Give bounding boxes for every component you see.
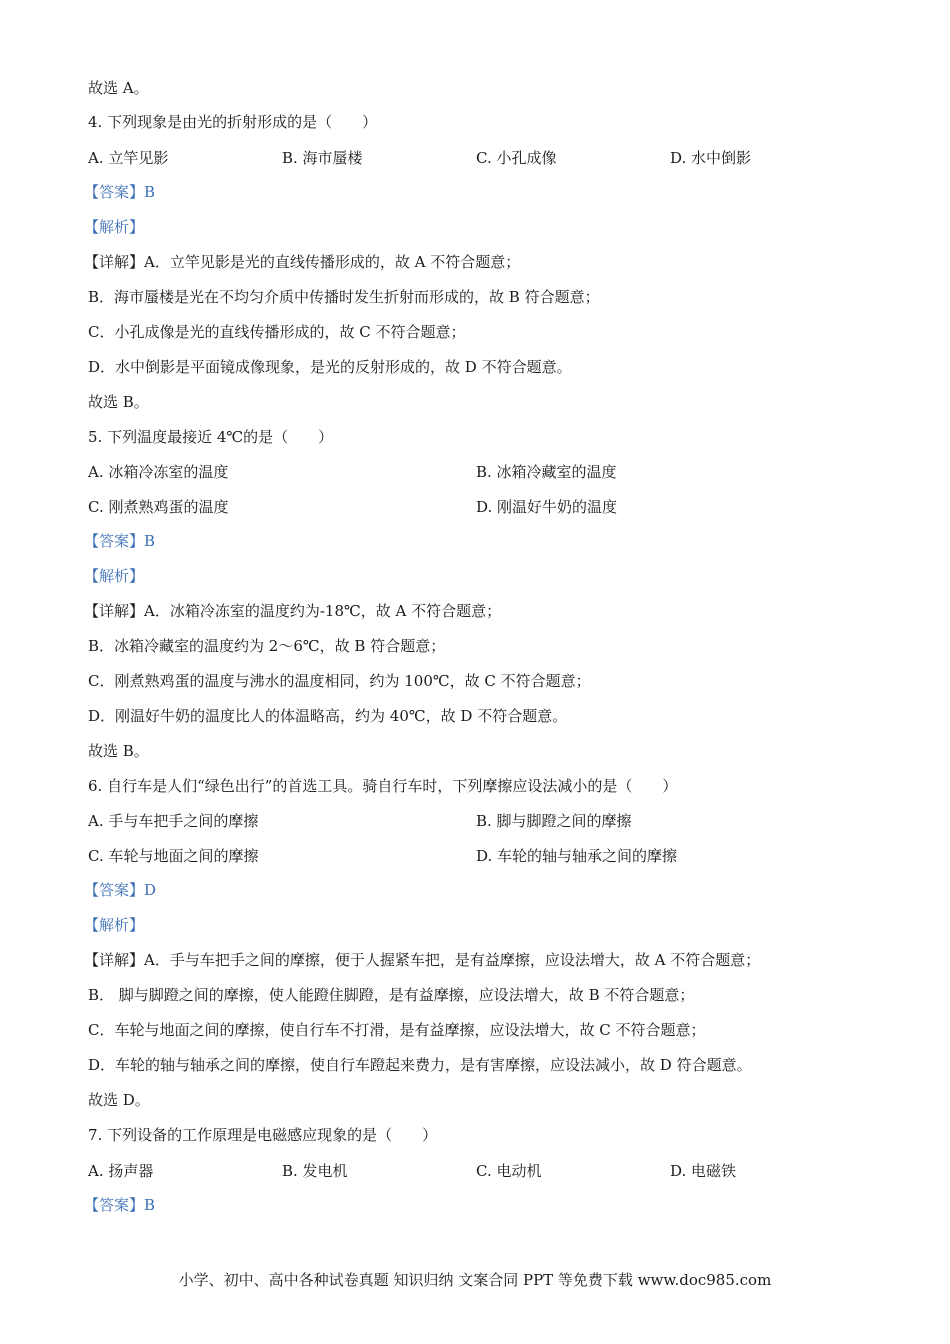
q6-option-d: D. 车轮的轴与轴承之间的摩擦 (476, 847, 678, 865)
explanation-line: D．车轮的轴与轴承之间的摩擦，使自行车蹬起来费力，是有害摩擦，应设法减小，故 D 符合题意。 (88, 1056, 752, 1074)
answer-label: 【答案】D (84, 881, 157, 899)
explanation-line: D．水中倒影是平面镜成像现象，是光的反射形成的，故 D 不符合题意。 (88, 358, 572, 376)
analysis-label: 【解析】 (84, 218, 145, 236)
explanation-line: 【详解】A．立竿见影是光的直线传播形成的，故 A 不符合题意； (84, 253, 521, 271)
explanation-line: C．车轮与地面之间的摩擦，使自行车不打滑，是有益摩擦，应设法增大，故 C 不符合题意； (88, 1021, 706, 1039)
q6-option-c: C. 车轮与地面之间的摩擦 (88, 847, 259, 865)
conclusion-line: 故选 B。 (88, 742, 149, 760)
explanation-line: D．刚温好牛奶的温度比人的体温略高，约为 40℃，故 D 不符合题意。 (88, 707, 568, 725)
q6-option-a: A. 手与车把手之间的摩擦 (88, 812, 259, 830)
q6-option-b: B. 脚与脚蹬之间的摩擦 (476, 812, 632, 830)
q5-option-a: A. 冰箱冷冻室的温度 (88, 463, 229, 481)
explanation-line: B．冰箱冷藏室的温度约为 2～6℃，故 B 符合题意； (88, 637, 446, 655)
answer-label: 【答案】B (84, 183, 156, 201)
conclusion-line: 故选 B。 (88, 393, 149, 411)
question-7: 7. 下列设备的工作原理是电磁感应现象的是（ ） (88, 1126, 438, 1144)
question-4: 4. 下列现象是由光的折射形成的是（ ） (88, 113, 378, 131)
q5-option-d: D. 刚温好牛奶的温度 (476, 498, 618, 516)
q4-option-a: A. 立竿见影 (88, 149, 169, 167)
analysis-label: 【解析】 (84, 916, 145, 934)
text-line: 故选 A。 (88, 79, 149, 97)
explanation-line: 【详解】A．冰箱冷冻室的温度约为-18℃，故 A 不符合题意； (84, 602, 502, 620)
q7-option-c: C. 电动机 (476, 1162, 542, 1180)
answer-label: 【答案】B (84, 1196, 156, 1214)
q7-option-a: A. 扬声器 (88, 1162, 154, 1180)
explanation-line: C．刚煮熟鸡蛋的温度与沸水的温度相同，约为 100℃，故 C 不符合题意； (88, 672, 591, 690)
answer-label: 【答案】B (84, 532, 156, 550)
question-5: 5. 下列温度最接近 4℃的是（ ） (88, 428, 334, 446)
page-footer: 小学、初中、高中各种试卷真题 知识归纳 文案合同 PPT 等免费下载 www.doc985.com (178, 1271, 772, 1289)
conclusion-line: 故选 D。 (88, 1091, 150, 1109)
analysis-label: 【解析】 (84, 567, 145, 585)
q5-option-b: B. 冰箱冷藏室的温度 (476, 463, 617, 481)
q4-option-c: C. 小孔成像 (476, 149, 557, 167)
q4-option-b: B. 海市蜃楼 (282, 149, 363, 167)
q7-option-d: D. 电磁铁 (670, 1162, 737, 1180)
explanation-line: B．海市蜃楼是光在不均匀介质中传播时发生折射而形成的，故 B 符合题意； (88, 288, 600, 306)
question-6: 6. 自行车是人们“绿色出行”的首选工具。骑自行车时，下列摩擦应设法减小的是（ ） (88, 777, 678, 795)
explanation-line: C．小孔成像是光的直线传播形成的，故 C 不符合题意； (88, 323, 466, 341)
explanation-line: 【详解】A．手与车把手之间的摩擦，便于人握紧车把，是有益摩擦，应设法增大，故 A 不符合题意； (84, 951, 761, 969)
q5-option-c: C. 刚煮熟鸡蛋的温度 (88, 498, 229, 516)
q4-option-d: D. 水中倒影 (670, 149, 752, 167)
explanation-line: B． 脚与脚蹬之间的摩擦，使人能蹬住脚蹬，是有益摩擦，应设法增大，故 B 不符合题意； (88, 986, 695, 1004)
q7-option-b: B. 发电机 (282, 1162, 348, 1180)
